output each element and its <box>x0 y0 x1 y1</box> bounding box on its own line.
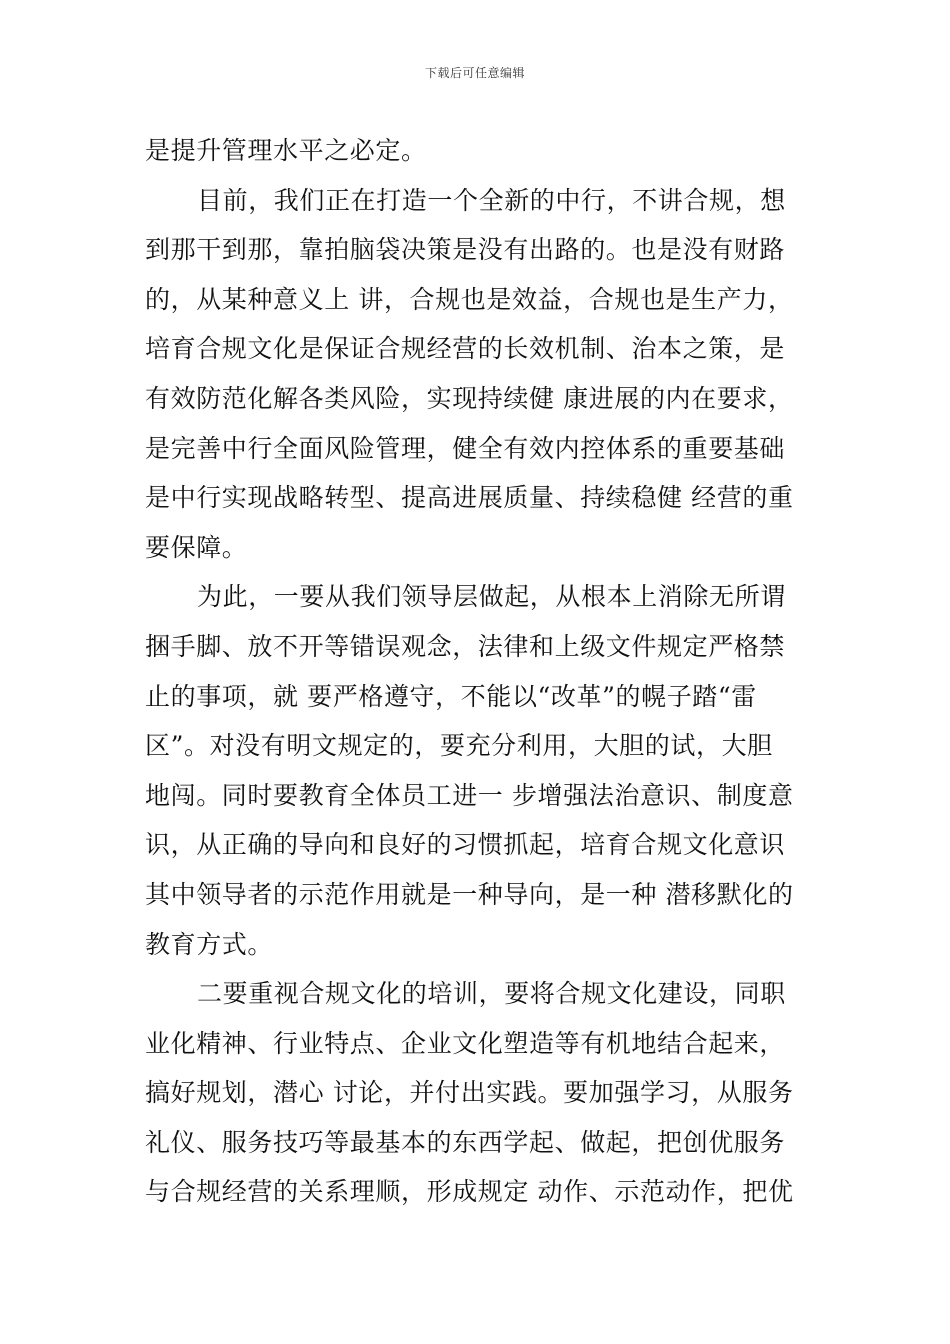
text-line: 识，从正确的导向和良好的习惯抓起，培育合规文化意识 <box>145 830 786 860</box>
text-line: 止的事项，就 要严格遵守，不能以“改革”的幌子踏“雷 <box>145 681 757 711</box>
text-line: 有效防范化解各类风险，实现持续健 康进展的内在要求， <box>145 383 794 413</box>
paragraph-first-line: 为此，一要从我们领导层做起，从根本上消除无所谓 <box>197 582 786 612</box>
text-line: 教育方式。 <box>145 929 274 959</box>
text-line: 是提升管理水平之必定。 <box>145 136 427 165</box>
text-line: 培育合规文化是保证合规经营的长效机制、治本之策，是 <box>145 334 786 364</box>
text-line: 业化精神、行业特点、企业文化塑造等有机地结合起来， <box>145 1028 786 1058</box>
text-line: 区”。对没有明文规定的，要充分利用，大胆的试，大胆 <box>145 731 773 761</box>
page-header: 下载后可任意编辑 <box>424 66 525 80</box>
text-line: 其中领导者的示范作用就是一种导向，是一种 潜移默化的 <box>145 879 794 909</box>
text-line: 礼仪、服务技巧等最基本的东西学起、做起，把创优服务 <box>145 1127 786 1157</box>
body-text <box>145 126 810 1217</box>
text-line: 的，从某种意义上 讲，合规也是效益，合规也是生产力， <box>145 284 794 314</box>
text-line: 要保障。 <box>145 532 248 562</box>
text-line: 搞好规划，潜心 讨论，并付出实践。要加强学习，从服务 <box>145 1078 794 1108</box>
text-line: 捆手脚、放不开等错误观念，法律和上级文件规定严格禁 <box>145 631 786 661</box>
text-line: 与合规经营的关系理顺，形成规定 动作、示范动作，把优 <box>145 1177 794 1207</box>
text-line: 是完善中行全面风险管理，健全有效内控体系的重要基础 <box>145 433 786 463</box>
paragraph-first-line: 二要重视合规文化的培训，要将合规文化建设，同职 <box>197 979 786 1009</box>
text-line: 到那干到那，靠拍脑袋决策是没有出路的。也是没有财路 <box>145 235 786 265</box>
text-line: 地闯。同时要教育全体员工进一 步增强法治意识、制度意 <box>145 780 794 810</box>
paragraph-first-line: 目前，我们正在打造一个全新的中行，不讲合规，想 <box>197 185 786 215</box>
text-line: 是中行实现战略转型、提高进展质量、持续稳健 经营的重 <box>145 483 794 513</box>
